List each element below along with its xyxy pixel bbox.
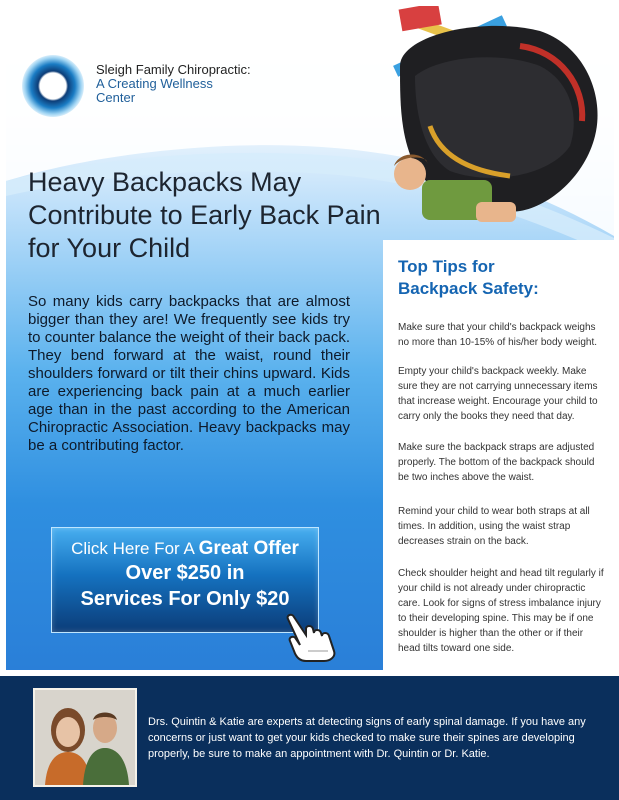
tips-title-line-2: Backpack Safety:: [398, 279, 539, 298]
intro-paragraph: So many kids carry backpacks that are almost bigger than they are! We frequently see kids try to counter balance the weight of their back pack. They bend forward at the waist, round their shoulders forward or tilt their chins upward. Kids are experiencing back pain at a much earlier age than in the past according to the American Chiropractic Association. Heavy backpacks may be a contributing factor.: [28, 293, 350, 454]
brand-line-2: A Creating Wellness: [96, 76, 213, 91]
brand-line-3: Center: [96, 90, 136, 105]
footer-bar: [0, 676, 619, 800]
offer-line-1: [52, 538, 318, 560]
tip-item: Check shoulder height and head tilt regularly if your child is not already under chiropractic care. Look for signs of stress imbalance injury to their developing spine. This may be if one shoulder is higher than the other or if their head tilts toward one side.: [398, 568, 604, 654]
tips-title-line-1: Top Tips for: [398, 257, 495, 276]
tips-box: [383, 240, 614, 670]
page-title: Heavy Backpacks May Contribute to Early Back Pain for Your Child: [28, 167, 381, 263]
brand-line-1: Sleigh Family Chiropractic:: [96, 62, 251, 77]
footer-message: Drs. Quintin & Katie are experts at detecting signs of early spinal damage. If you have any concerns or just want to get your kids checked to make sure their spines are developing properly, be sure to make an appointment with Dr. Quintin or Dr. Katie.: [148, 716, 586, 760]
tip-item: Remind your child to wear both straps at all times. In addition, using the waist strap decreases strain on the back.: [398, 506, 590, 547]
logo-ring-icon: [22, 55, 84, 117]
brand-name: [96, 63, 251, 105]
doctors-photo-image: [35, 690, 135, 785]
offer-line-3: Services For Only $20: [80, 588, 290, 610]
tip-item: Make sure that your child's backpack weighs no more than 10-15% of his/her body weight.: [398, 322, 598, 348]
offer-prefix: Click Here For A: [71, 539, 194, 558]
hand-cursor-icon: [282, 611, 340, 663]
tip-item: Make sure the backpack straps are adjusted properly. The bottom of the backpack should be two inches above the waist.: [398, 442, 595, 483]
offer-line-2: Over $250 in: [125, 562, 245, 584]
offer-highlight: Great Offer: [198, 538, 299, 559]
great-offer-button[interactable]: [51, 527, 319, 633]
tip-item: Empty your child's backpack weekly. Make sure they are not carrying unnecessary items that increase weight. Encourage your child to carry only the books they need that day.: [398, 366, 598, 422]
tips-title: [398, 256, 598, 300]
doctors-photo: [33, 688, 137, 787]
child-with-backpack-image: [370, 6, 610, 228]
